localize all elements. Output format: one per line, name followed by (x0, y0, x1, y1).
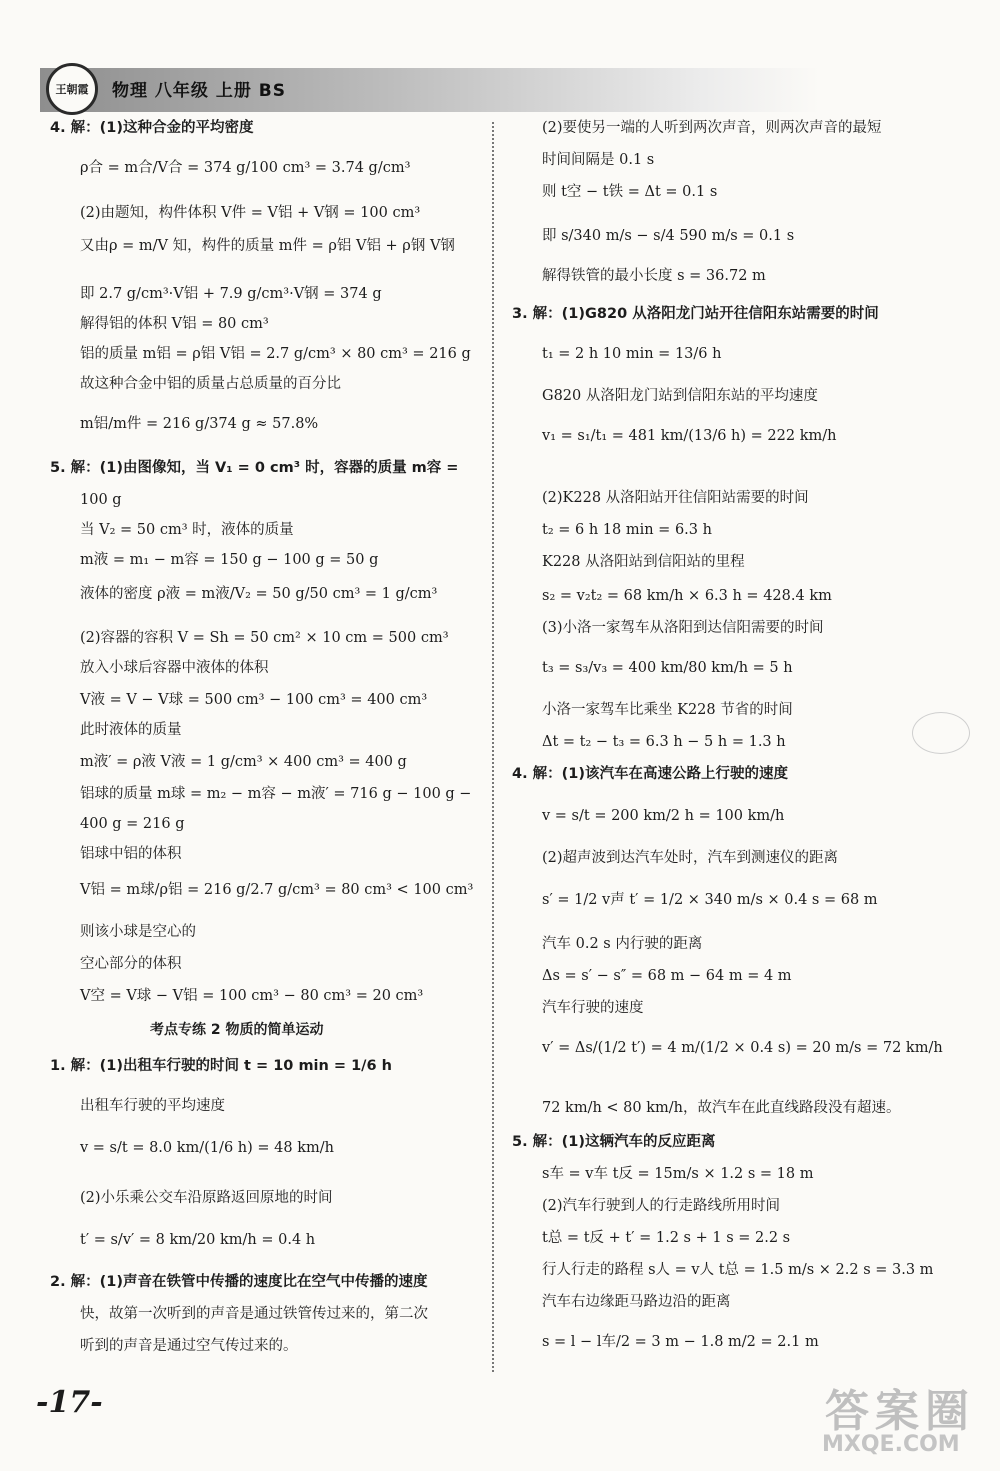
right-line: G820 从洛阳龙门站到信阳东站的平均速度 (542, 388, 818, 404)
left-line: ρ合 = m合/V合 = 374 g/100 cm³ = 3.74 g/cm³ (80, 160, 411, 176)
right-line: Δt = t₂ − t₃ = 6.3 h − 5 h = 1.3 h (542, 734, 786, 750)
left-line: (2)小乐乘公交车沿原路返回原地的时间 (80, 1190, 333, 1206)
watermark-logo: 答案圈 (825, 1386, 975, 1437)
left-line: 100 g (80, 492, 122, 508)
right-line: (3)小洛一家驾车从洛阳到达信阳需要的时间 (542, 620, 824, 636)
right-line: v = s/t = 200 km/2 h = 100 km/h (542, 808, 785, 824)
right-line: s车 = v车 t反 = 15m/s × 1.2 s = 18 m (542, 1166, 814, 1182)
left-line: 铝的质量 m铝 = ρ铝 V铝 = 2.7 g/cm³ × 80 cm³ = 216 g (80, 346, 471, 362)
right-line: 小洛一家驾车比乘坐 K228 节省的时间 (542, 702, 793, 718)
left-line: (2)由题知，构件体积 V件 = V铝 + V钢 = 100 cm³ (80, 205, 421, 221)
right-line: 汽车 0.2 s 内行驶的距离 (542, 936, 703, 952)
corner-stamp (912, 712, 970, 754)
left-line: 听到的声音是通过空气传过来的。 (80, 1338, 298, 1354)
right-line: 4. 解：(1)该汽车在高速公路上行驶的速度 (512, 766, 788, 782)
left-line: V液 = V − V球 = 500 cm³ − 100 cm³ = 400 cm³ (80, 692, 428, 708)
left-line: 放入小球后容器中液体的体积 (80, 660, 269, 676)
right-line: 即 s/340 m/s − s/4 590 m/s = 0.1 s (542, 228, 795, 244)
right-line: (2)K228 从洛阳站开往信阳站需要的时间 (542, 490, 809, 506)
right-line: t₂ = 6 h 18 min = 6.3 h (542, 522, 712, 538)
left-line: 5. 解：(1)由图像知，当 V₁ = 0 cm³ 时，容器的质量 m容 = (50, 460, 459, 476)
right-line: (2)汽车行驶到人的行走路线所用时间 (542, 1198, 781, 1214)
right-line: v₁ = s₁/t₁ = 481 km/(13/6 h) = 222 km/h (542, 428, 837, 444)
left-line: 解得铝的体积 V铝 = 80 cm³ (80, 316, 269, 332)
left-line: 又由ρ = m/V 知，构件的质量 m件 = ρ铝 V铝 + ρ钢 V钢 (80, 238, 455, 254)
left-line: 1. 解：(1)出租车行驶的时间 t = 10 min = 1/6 h (50, 1058, 392, 1074)
page-number: -17- (36, 1385, 103, 1420)
right-line: K228 从洛阳站到信阳站的里程 (542, 554, 745, 570)
right-line: t₁ = 2 h 10 min = 13/6 h (542, 346, 722, 362)
right-line: (2)要使另一端的人听到两次声音，则两次声音的最短 (542, 120, 882, 136)
left-line: 4. 解：(1)这种合金的平均密度 (50, 120, 254, 136)
right-line: s₂ = v₂t₂ = 68 km/h × 6.3 h = 428.4 km (542, 588, 832, 604)
left-line: 铝球的质量 m球 = m₂ − m容 − m液′ = 716 g − 100 g − (80, 786, 472, 802)
left-line: 即 2.7 g/cm³·V铝 + 7.9 g/cm³·V钢 = 374 g (80, 286, 382, 302)
right-line: 汽车右边缘距马路边沿的距离 (542, 1294, 731, 1310)
left-line: m液 = m₁ − m容 = 150 g − 100 g = 50 g (80, 552, 379, 568)
left-line: 出租车行驶的平均速度 (80, 1098, 225, 1114)
right-line: 解得铁管的最小长度 s = 36.72 m (542, 268, 766, 284)
left-line: 400 g = 216 g (80, 816, 185, 832)
left-line: 此时液体的质量 (80, 722, 182, 738)
right-line: t₃ = s₃/v₃ = 400 km/80 km/h = 5 h (542, 660, 793, 676)
watermark-url: MXQE.COM (822, 1432, 960, 1457)
publisher-logo: 王朝霞 (46, 63, 98, 115)
right-line: (2)超声波到达汽车处时，汽车到测速仪的距离 (542, 850, 839, 866)
left-line: 2. 解：(1)声音在铁管中传播的速度比在空气中传播的速度 (50, 1274, 428, 1290)
left-line: m液′ = ρ液 V液 = 1 g/cm³ × 400 cm³ = 400 g (80, 754, 407, 770)
left-line: v = s/t = 8.0 km/(1/6 h) = 48 km/h (80, 1140, 334, 1156)
right-line: s′ = 1/2 v声 t′ = 1/2 × 340 m/s × 0.4 s = 68 m (542, 892, 878, 908)
left-line: V铝 = m球/ρ铝 = 216 g/2.7 g/cm³ = 80 cm³ < 100 cm³ (80, 882, 474, 898)
left-line: 考点专练 2 物质的简单运动 (150, 1022, 324, 1038)
right-line: 时间间隔是 0.1 s (542, 152, 655, 168)
right-line: v′ = Δs/(1/2 t′) = 4 m/(1/2 × 0.4 s) = 20 m/s = 72 km/h (542, 1040, 943, 1056)
right-line: 3. 解：(1)G820 从洛阳龙门站开往信阳东站需要的时间 (512, 306, 879, 322)
left-line: 铝球中铝的体积 (80, 846, 182, 862)
right-line: 5. 解：(1)这辆汽车的反应距离 (512, 1134, 716, 1150)
left-line: 空心部分的体积 (80, 956, 182, 972)
right-line: 72 km/h < 80 km/h，故汽车在此直线路段没有超速。 (542, 1100, 901, 1116)
right-line: 行人行走的路程 s人 = v人 t总 = 1.5 m/s × 2.2 s = 3.3 m (542, 1262, 934, 1278)
left-line: 液体的密度 ρ液 = m液/V₂ = 50 g/50 cm³ = 1 g/cm³ (80, 586, 438, 602)
right-line: 则 t空 − t铁 = Δt = 0.1 s (542, 184, 718, 200)
header-title: 物理 八年级 上册 BS (112, 81, 286, 101)
left-line: 当 V₂ = 50 cm³ 时，液体的质量 (80, 522, 294, 538)
right-line: t总 = t反 + t′ = 1.2 s + 1 s = 2.2 s (542, 1230, 791, 1246)
left-line: t′ = s/v′ = 8 km/20 km/h = 0.4 h (80, 1232, 316, 1248)
left-line: V空 = V球 − V铝 = 100 cm³ − 80 cm³ = 20 cm³ (80, 988, 424, 1004)
left-line: 则该小球是空心的 (80, 924, 196, 940)
right-line: 汽车行驶的速度 (542, 1000, 644, 1016)
left-line: (2)容器的容积 V = Sh = 50 cm² × 10 cm = 500 cm³ (80, 630, 449, 646)
right-line: s = l − l车/2 = 3 m − 1.8 m/2 = 2.1 m (542, 1334, 819, 1350)
left-line: 故这种合金中铝的质量占总质量的百分比 (80, 376, 341, 392)
column-divider (492, 122, 494, 1372)
left-line: m铝/m件 = 216 g/374 g ≈ 57.8% (80, 416, 319, 432)
right-line: Δs = s′ − s″ = 68 m − 64 m = 4 m (542, 968, 792, 984)
left-line: 快，故第一次听到的声音是通过铁管传过来的，第二次 (80, 1306, 428, 1322)
